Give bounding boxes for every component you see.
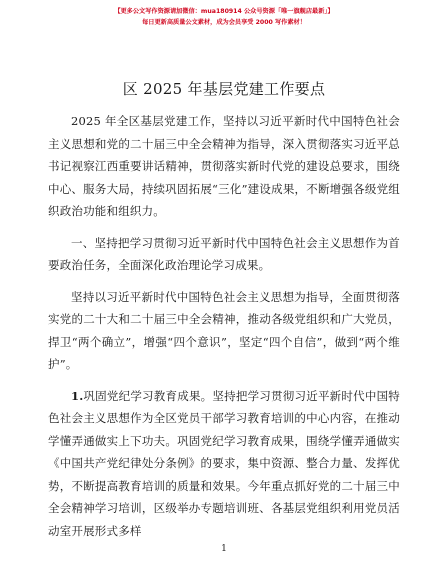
page-number: 1 (221, 544, 227, 554)
section-1-paragraph: 坚持以习近平新时代中国特色社会主义思想为指导，全面贯彻落实党的二十大和二十届三中全会精神，推动各级党组织和广大党员，捍卫“两个确立”，增强“四个意识”，坚定“四个自信”，做到“两个维护”。 (48, 289, 400, 371)
item-1-text: 巩固党纪学习教育成果。坚持把学习贯彻习近平新时代中国特色社会主义思想作为全区党员干部学习教育培训的中心内容，在推动学懂弄通做实上下功夫。巩固党纪学习教育成果，围绕学懂弄通做实《中国共产党纪律处分条例》的要求，集中资源、整合力量、发挥优势，不断提高教育培训的质量和效果。今年重点抓好党的二十届三中全会精神学习培训，区级举办专题培训班、各基层党组织利用党员活动室开展形式多样 (48, 388, 400, 538)
item-1-paragraph (48, 385, 400, 543)
promo-banner (0, 6, 448, 28)
banner-line-1: 【更多公文写作资源请加微信：mua180914 公众号资源「唯一旗舰店最新」】 (114, 8, 334, 15)
section-heading-1: 一、坚持把学习贯彻习近平新时代中国特色社会主义思想作为首要政治任务，全面深化政治理论学习成果。 (48, 235, 400, 272)
item-1-number: 1. (71, 388, 84, 403)
document-title: 区 2025 年基层党建工作要点 (122, 80, 326, 98)
banner-line-2: 每日更新高质量公文素材，成为会员享受 2000 写作素材！ (142, 19, 306, 26)
intro-paragraph: 2025 年全区基层党建工作，坚持以习近平新时代中国特色社会主义思想和党的二十届三中全会精神为指导，深入贯彻落实习近平总书记视察江西重要讲话精神，贯彻落实新时代党的建设总要求，围绕中心、服务大局，持续巩固拓展“三化”建设成果，不断增强各级党组织政治功能和组织力。 (48, 114, 400, 218)
document-body (48, 110, 400, 551)
